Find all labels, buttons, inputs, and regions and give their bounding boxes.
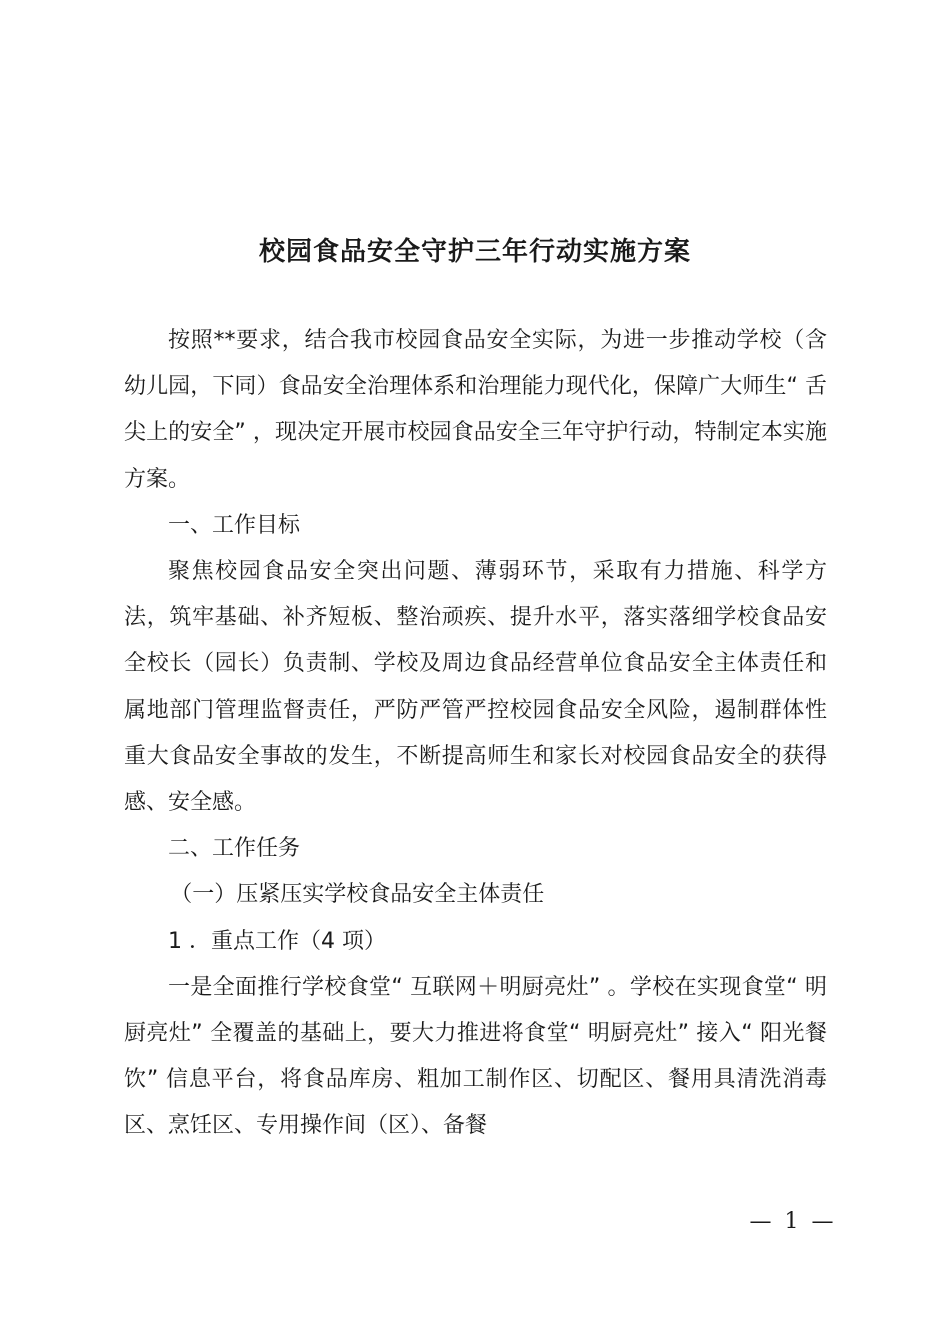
document-body (124, 318, 827, 1150)
intro-paragraph: 按照**要求，结合我市校园食品安全实际，为进一步推动学校（含幼儿园，下同）食品安全治理体系和治理能力现代化，保障广大师生“ 舌尖上的安全” ，现决定开展市校园食品安全三年守护行动，特制定本实施方案。 (124, 328, 827, 492)
subsection-heading-1: （一）压紧压实学校食品安全主体责任 (170, 882, 545, 908)
page-number: — 1 — (749, 1209, 837, 1234)
document-title: 校园食品安全守护三年行动实施方案 (258, 237, 691, 267)
key-work-paragraph: 一是全面推行学校食堂“ 互联网＋明厨亮灶” 。学校在实现食堂“ 明厨亮灶” 全覆盖的基础上，要大力推进将食堂“ 明厨亮灶” 接入“ 阳光餐饮” 信息平台，将食品库房、粗加工制作区、切配区、餐用具清洗消毒区、烹饪区、专用操作间（区）、备餐 (124, 974, 827, 1139)
goals-paragraph: 聚焦校园食品安全突出问题、薄弱环节，采取有力措施、科学方法，筑牢基础、补齐短板、整治顽疾、提升水平，落实落细学校食品安全校长（园长）负责制、学校及周边食品经营单位食品安全主体责任和属地部门管理监督责任，严防严管严控校园食品安全风险，遏制群体性重大食品安全事故的发生，不断提高师生和家长对校园食品安全的获得感、安全感。 (124, 559, 827, 816)
item-heading-key-work: 1 ．重点工作（4 项） (168, 928, 386, 954)
section-heading-goals: 一、工作目标 (168, 512, 301, 538)
section-heading-tasks: 二、工作任务 (168, 836, 301, 862)
